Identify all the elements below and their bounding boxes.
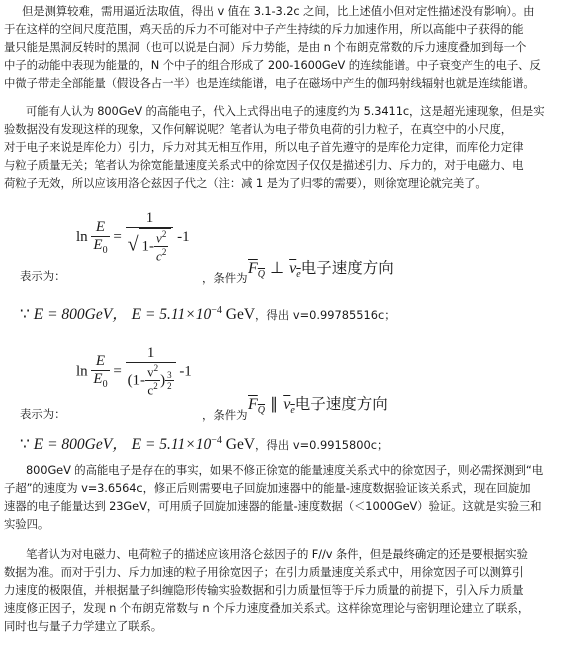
result-2: ，得出 v=0.9915800c； bbox=[255, 438, 389, 452]
fq-subscript: Q bbox=[257, 405, 266, 417]
ve-subscript: e bbox=[290, 405, 295, 417]
numerator-one: 1 bbox=[126, 210, 174, 228]
condition-text-1: 电子速度方向 bbox=[300, 259, 394, 277]
numerator-one: 1 bbox=[126, 345, 176, 363]
parallel-symbol: ∥ bbox=[270, 394, 279, 413]
perpendicular-symbol: ⊥ bbox=[270, 258, 285, 277]
text-line: 量只能是黑洞反转时的黑洞（也可以说是白洞）斥力势能，是由 n 个布朗克常数的斥力速度叠加到每一个 bbox=[4, 40, 527, 55]
v-symbol: v bbox=[156, 230, 162, 246]
text-line: 速器的电子能量达到 23GeV，可用质子回旋加速器的能量-速度数据（＜1000GeV）验证。这就是实验三和 bbox=[4, 499, 542, 514]
subscript-0: 0 bbox=[102, 244, 108, 256]
e0-value-2: E = 5.11×10 bbox=[131, 436, 212, 453]
text-line: 力速度的极限值，并根据量子纠缠隐形传输实验数据和引力质量恒等于斥力质量的前提下，引入斥力质量 bbox=[4, 583, 524, 598]
den-right: ) bbox=[160, 372, 166, 389]
text-line: 荷粒子无效，所以应该用洛仑兹因子代之（注：减 1 是为了归零的需要），则徐宽理论就完美了。 bbox=[4, 176, 487, 191]
sup-2: 2 bbox=[161, 247, 167, 258]
ln-symbol: ln bbox=[76, 363, 88, 380]
shown-as-label-2: 表示为： bbox=[20, 407, 66, 421]
one-minus: 1- bbox=[141, 238, 155, 255]
minus-one: -1 bbox=[179, 363, 192, 380]
equation-line-2 bbox=[20, 432, 388, 454]
sup-2: 2 bbox=[153, 381, 158, 392]
text-line: 数据为准。而对于引力、斥力加速的粒子用徐宽因子；在引力质量速度关系式中，用徐宽因子可以测算引 bbox=[4, 565, 524, 580]
sup-2: 2 bbox=[161, 229, 167, 239]
result-1: ，得出 v=0.99785516c； bbox=[255, 308, 396, 322]
minus-one: -1 bbox=[177, 228, 190, 245]
gamma-fraction bbox=[126, 345, 176, 399]
exp-den: 2 bbox=[167, 381, 172, 392]
shown-as-label-1: 表示为： bbox=[20, 269, 66, 283]
den-left: (1- bbox=[127, 372, 146, 389]
e-over-e0 bbox=[91, 353, 109, 390]
because-symbol: ∵ bbox=[20, 436, 30, 453]
equals-sign: = bbox=[113, 228, 122, 245]
text-line: 可能有人认为 800GeV 的高能电子，代入上式得出电子的速度约为 5.3411c，这是超光速现象，但是实 bbox=[26, 104, 545, 118]
text-line: 与粒子质量无关；笔者认为徐宽能量速度关系式中的徐宽因子仅仅是描述引力、斥力的，对于电磁力、电 bbox=[4, 158, 524, 173]
condition-2 bbox=[248, 392, 388, 416]
fq-symbol: F bbox=[248, 260, 258, 277]
paragraph-4 bbox=[4, 545, 557, 635]
v-symbol: v bbox=[147, 364, 154, 380]
paragraph-3 bbox=[4, 461, 557, 533]
e-value-2: E = 800GeV， bbox=[33, 436, 128, 453]
text-line: 对于电子来说是库伦力）引力，斥力对其无相互作用，所以电子首先遵守的是库伦力定律，而库伦力定律 bbox=[4, 140, 524, 155]
because-symbol: ∵ bbox=[20, 306, 30, 323]
text-line: 800GeV 的高能电子是存在的事实，如果不修正徐宽的能量速度关系式中的徐宽因子，则必需探测到“电 bbox=[26, 463, 544, 477]
condition-prefix-1: ，条件为 bbox=[202, 271, 248, 285]
e-over-e0 bbox=[91, 219, 109, 256]
paragraph-1 bbox=[4, 2, 557, 92]
numerator-e: E bbox=[91, 353, 109, 371]
unit: GeV bbox=[221, 436, 256, 453]
text-line: 于在这样的空间尺度范围，鸡天岳的斥力不可能对中子产生持续的斥力加速作用，所以高能中子获得的能 bbox=[4, 22, 524, 37]
subscript-0: 0 bbox=[102, 379, 108, 391]
exponent: −4 bbox=[211, 304, 222, 316]
text-line: 实验四。 bbox=[4, 517, 50, 532]
e-value-1: E = 800GeV， bbox=[33, 306, 128, 323]
c-symbol: c bbox=[156, 248, 162, 264]
equals-sign: = bbox=[113, 363, 122, 380]
unit: GeV bbox=[221, 306, 256, 323]
text-line: 中微子带走全部能量（假设各占一半）也是连续能谱，电子在磁场中产生的伽玛射线辐射也就是连续能谱。 bbox=[4, 76, 535, 91]
text-line: 中子的动能中表现为能量的，N 个中子的组合形成了 200-1600GeV 的连续能谱。中子衰变产生的电子、反 bbox=[4, 58, 541, 73]
fq-subscript: Q bbox=[257, 269, 266, 281]
formula-2 bbox=[76, 345, 192, 399]
text-line: 但是测算较难，需用逼近法取值，得出 v 值在 3.1-3.2c 之间，比上述值小但对定性描述没有影响）。由 bbox=[22, 4, 535, 18]
text-line: 验数据没有发现这样的现象，又作何解说呢？笔者认为电子带负电荷的引力粒子，在真空中的小尺度， bbox=[4, 122, 513, 137]
numerator-e: E bbox=[91, 219, 109, 237]
text-line: 笔者认为对电磁力、电荷粒子的描述应该用洛仑兹因子的 F//v 条件，但是最终确定的还是要根据实验 bbox=[26, 547, 528, 561]
sup-2: 2 bbox=[153, 363, 159, 373]
condition-1 bbox=[248, 256, 394, 280]
c-symbol: c bbox=[147, 382, 154, 398]
ln-symbol: ln bbox=[76, 228, 88, 245]
formula-1 bbox=[76, 210, 190, 265]
exp-num: 3 bbox=[167, 370, 172, 381]
exponent: −4 bbox=[211, 434, 222, 446]
paragraph-2 bbox=[4, 102, 557, 192]
ve-symbol: v bbox=[283, 396, 291, 413]
text-line: 速度修正因子，发现 n 个布朗克常数与 n 个斥力速度叠加关系式。这样徐宽理论与密钥理论建立了联系， bbox=[4, 601, 530, 616]
text-line: 同时也与量子力学建立了联系。 bbox=[4, 619, 163, 634]
condition-text-2: 电子速度方向 bbox=[294, 395, 388, 413]
ve-subscript: e bbox=[296, 269, 301, 281]
lorentz-fraction: 1 √ 1- $\frac{v^2}{c^2}$ bbox=[126, 210, 174, 265]
ve-symbol: v bbox=[289, 260, 297, 277]
fq-symbol: F bbox=[248, 396, 258, 413]
text-line: 子超”的速度为 v=3.6564c，修正后则需要电子回旋加速器中的能量-速度数据验证该关系式，现在回旋加 bbox=[4, 481, 531, 496]
denominator-e: E bbox=[93, 236, 103, 253]
equation-line-1 bbox=[20, 302, 396, 324]
denominator-e: E bbox=[93, 371, 103, 388]
condition-prefix-2: ，条件为 bbox=[202, 408, 248, 422]
e0-value-1: E = 5.11×10 bbox=[131, 306, 212, 323]
